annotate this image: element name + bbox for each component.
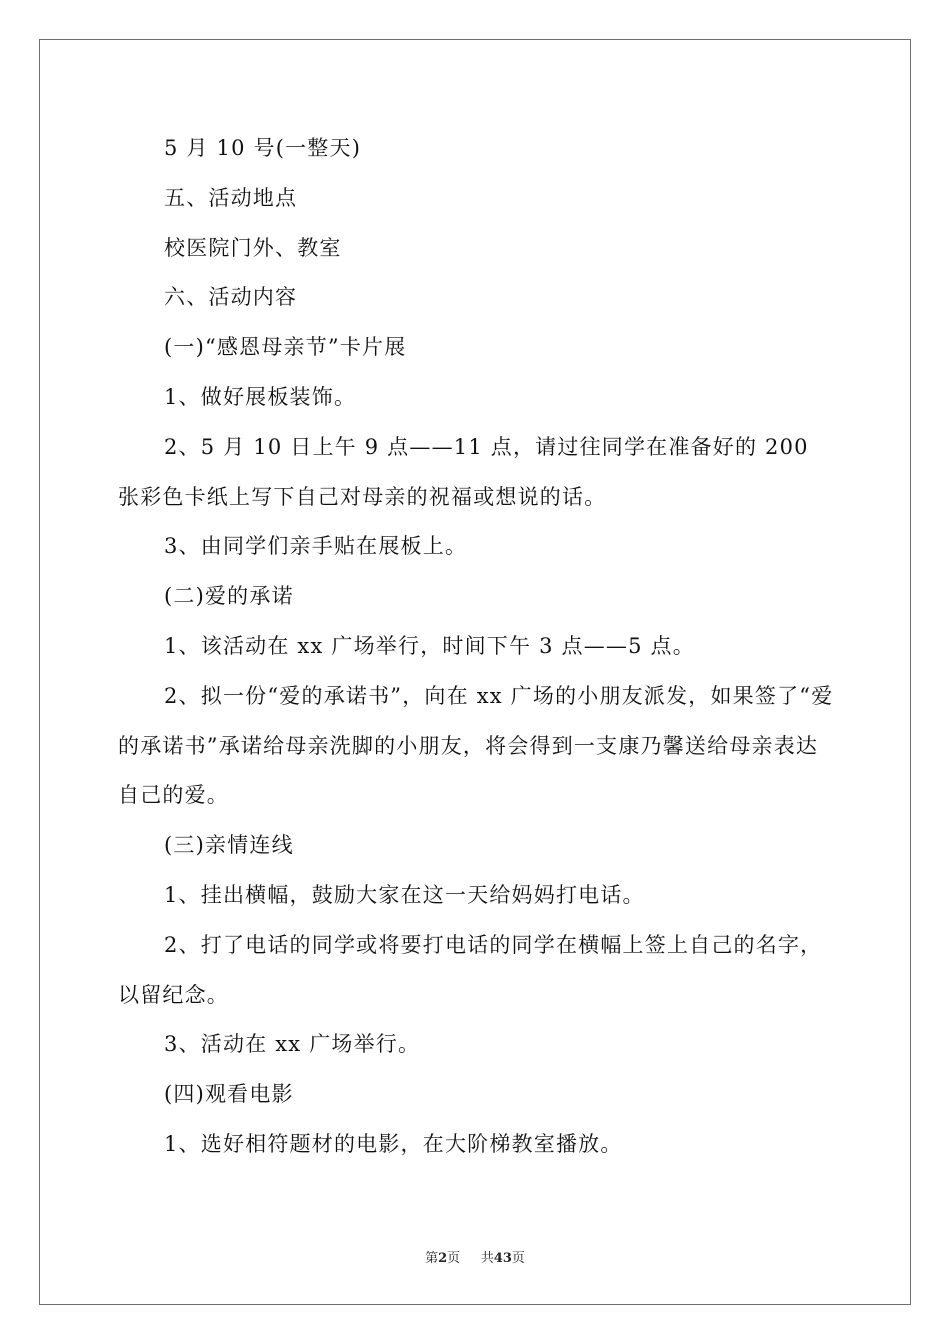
subsection-heading: (四)观看电影 — [164, 1082, 294, 1107]
section-heading: 五、活动地点 — [164, 185, 298, 210]
page-number: 第2页 — [425, 1251, 461, 1266]
list-item: 1、挂出横幅，鼓励大家在这一天给妈妈打电话。 — [164, 882, 645, 907]
list-item: 2、5 月 10 日上午 9 点——11 点，请过往同学在准备好的 200 张彩色卡纸上写下自己对母亲的祝福或想说的话。 — [118, 434, 809, 509]
paragraph: 校医院门外、教室 — [164, 235, 342, 260]
list-item: 3、由同学们亲手贴在展板上。 — [164, 534, 468, 559]
subsection-heading: (三)亲情连线 — [164, 833, 294, 858]
section-heading: 六、活动内容 — [164, 285, 298, 310]
page-total: 共43页 — [480, 1251, 525, 1266]
subsection-heading: (二)爱的承诺 — [164, 584, 294, 609]
list-item: 1、选好相符题材的电影，在大阶梯教室播放。 — [164, 1131, 623, 1156]
document-body — [118, 124, 834, 1170]
paragraph: 5 月 10 号(一整天) — [164, 136, 362, 160]
list-item: 2、拟一份“爱的承诺书”，向在 xx 广场的小朋友派发，如果签了“爱的承诺书”承诺给母亲洗脚的小朋友，将会得到一支康乃馨送给母亲表达自己的爱。 — [118, 683, 834, 808]
list-item: 2、打了电话的同学或将要打电话的同学在横幅上签上自己的名字，以留纪念。 — [118, 932, 823, 1007]
page-footer — [0, 1247, 950, 1266]
list-item: 1、该活动在 xx 广场举行，时间下午 3 点——5 点。 — [164, 633, 695, 658]
list-item: 1、做好展板装饰。 — [164, 384, 357, 409]
subsection-heading: (一)“感恩母亲节”卡片展 — [164, 335, 407, 360]
list-item: 3、活动在 xx 广场举行。 — [164, 1032, 421, 1057]
